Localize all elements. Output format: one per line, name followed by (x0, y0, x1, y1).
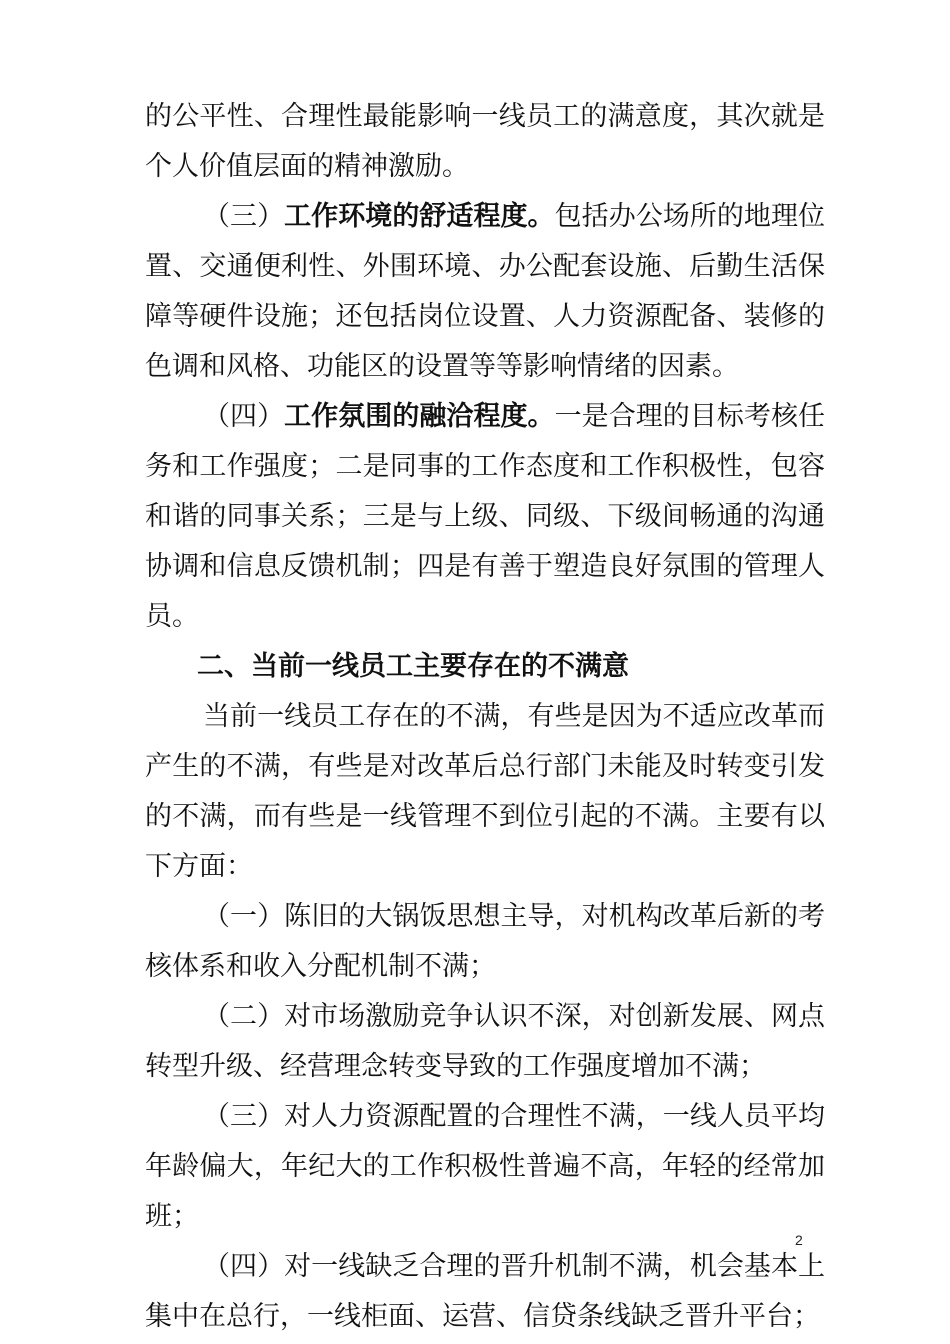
paragraph-work-atmosphere (145, 392, 825, 642)
paragraph-text: 包括办公场所的地理位置、交通便利性、外围环境、办公配套设施、后勤生活保障等硬件设施；还包括岗位设置、人力资源配备、装修的色调和风格、功能区的设置等等影响情绪的因素。 (145, 201, 826, 382)
paragraph-intro: 当前一线员工存在的不满，有些是因为不适应改革而产生的不满，有些是对改革后总行部门未能及时转变引发的不满，而有些是一线管理不到位引起的不满。主要有以下方面： (145, 701, 825, 882)
paragraph-work-environment (145, 192, 825, 392)
list-item-2: （二）对市场激励竞争认识不深，对创新发展、网点转型升级、经营理念转变导致的工作强度增加不满； (145, 1001, 825, 1082)
paragraph-bold-lead: 工作环境的舒适程度。 (284, 201, 555, 232)
paragraph-continuation (145, 92, 825, 192)
list-item-1: （一）陈旧的大锅饭思想主导，对机构改革后新的考核体系和收入分配机制不满； (145, 901, 825, 982)
paragraph-prefix: （三） (203, 201, 285, 232)
list-item-3: （三）对人力资源配置的合理性不满，一线人员平均年龄偏大，年纪大的工作积极性普遍不高，年轻的经常加班； (145, 1101, 825, 1232)
document-body (145, 92, 825, 1342)
section-heading: 二、当前一线员工主要存在的不满意 (197, 651, 629, 682)
paragraph-text: 一是合理的目标考核任务和工作强度；二是同事的工作态度和工作积极性，包容和谐的同事关系；三是与上级、同级、下级间畅通的沟通协调和信息反馈机制；四是有善于塑造良好氛围的管理人员。 (145, 401, 826, 632)
list-item-4: （四）对一线缺乏合理的晋升机制不满，机会基本上集中在总行，一线柜面、运营、信贷条线缺乏晋升平台； (145, 1251, 825, 1332)
page-number: 2 (795, 1232, 803, 1248)
paragraph-text: 的公平性、合理性最能影响一线员工的满意度，其次就是个人价值层面的精神激励。 (145, 101, 825, 182)
paragraph-bold-lead: 工作氛围的融洽程度。 (284, 401, 555, 432)
paragraph-prefix: （四） (203, 401, 285, 432)
